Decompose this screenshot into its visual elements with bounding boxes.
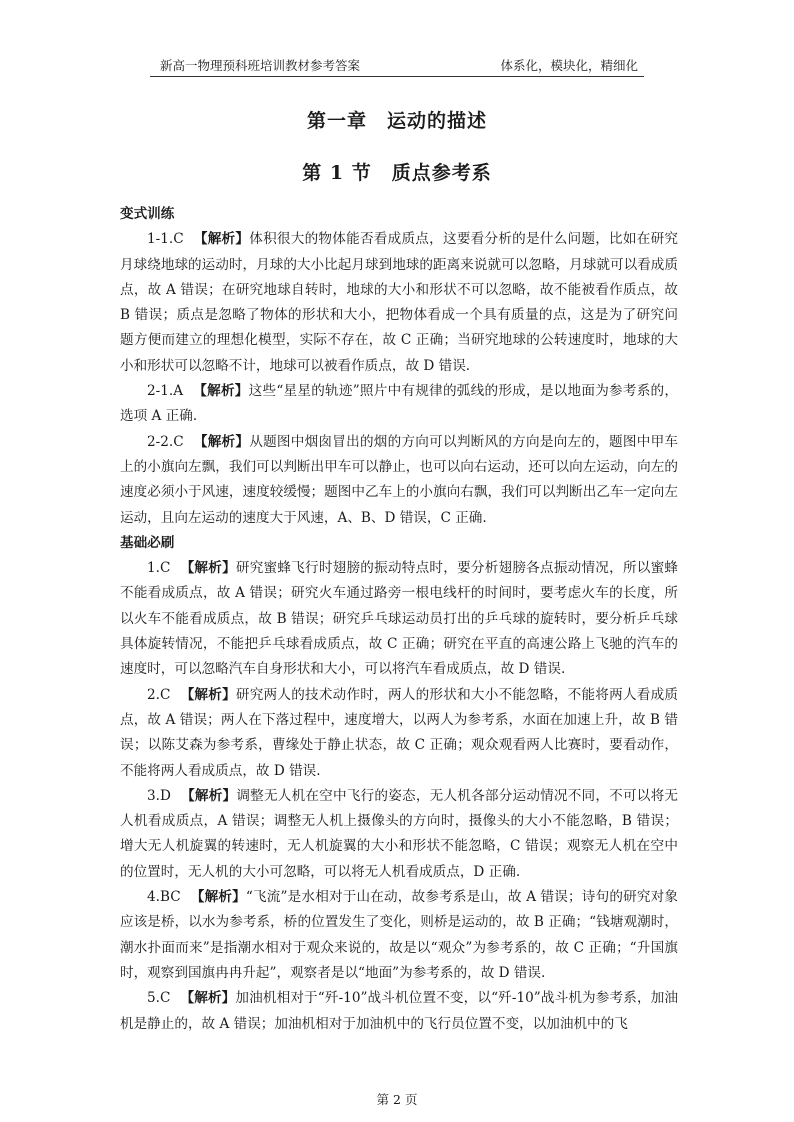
analysis-tag: 【解析】 xyxy=(180,686,236,703)
answer-number: 1.C xyxy=(147,560,171,577)
analysis-tag: 【解析】 xyxy=(193,231,250,248)
answer-number: 2-2.C xyxy=(147,433,184,450)
section-title: 第 1 节 质点参考系 xyxy=(302,162,492,184)
answer-text: 研究两人的技术动作时，两人的形状和大小不能忽略，不能将两人看成质点，故 A 错误；两人在下落过程中，速度增大，以两人为参考系，水面在加速上升，故 B 错误；以陈艾森为参考系，曹缘处于静止状态，故 C 正确；观众观看两人比赛时，要看动作，不能将两人看成质点，故 D 错误. xyxy=(120,686,679,779)
header-left-title: 新高一物理预科班培训教材参考答案 xyxy=(160,58,361,73)
answer-item xyxy=(120,227,678,379)
group-heading: 基础必刷 xyxy=(120,534,175,551)
answer-item xyxy=(120,430,678,531)
chapter-title: 第一章 运动的描述 xyxy=(306,110,487,132)
answer-item xyxy=(120,986,678,1037)
answer-number: 1-1.C xyxy=(147,231,184,248)
header-right-slogan: 体系化，模块化，精细化 xyxy=(500,58,638,73)
answer-item xyxy=(120,556,678,682)
answer-item xyxy=(120,784,678,885)
page-header xyxy=(150,54,644,77)
group-heading: 变式训练 xyxy=(120,206,175,222)
analysis-tag: 【解析】 xyxy=(180,787,237,804)
answer-number: 2.C xyxy=(147,686,171,703)
answer-item xyxy=(120,683,678,784)
answer-item xyxy=(120,885,678,986)
analysis-tag: 【解析】 xyxy=(193,433,250,450)
analysis-tag: 【解析】 xyxy=(193,383,249,400)
answer-text: 这些“星星的轨迹”照片中有规律的弧线的形成，是以地面为参考系的，选项 A 正确. xyxy=(120,383,678,425)
analysis-tag: 【解析】 xyxy=(190,889,246,906)
analysis-tag: 【解析】 xyxy=(180,560,236,577)
answer-number: 2-1.A xyxy=(147,383,184,400)
page-number: 第 2 页 xyxy=(376,1092,418,1107)
answer-item xyxy=(120,379,678,430)
answer-text: 从题图中烟囱冒出的烟的方向可以判断风的方向是向左的，题图中甲车上的小旗向左飘，我们可以判断出甲车可以静止，也可以向右运动，还可以向左运动，向左的速度必须小于风速，速度较缓慢；题图中乙车上的小旗向右飘，我们可以判断出乙车一定向左运动，且向左运动的速度大于风速，A、B、D 错误，C 正确. xyxy=(120,433,679,526)
answer-text: 加油机相对于“歼-10”战斗机位置不变，以“歼-10”战斗机为参考系，加油机是静止的，故 A 错误；加油机相对于加油机中的飞行员位置不变，以加油机中的飞 xyxy=(120,990,679,1032)
answer-number: 4.BC xyxy=(147,889,181,906)
answer-number: 3.D xyxy=(147,787,171,804)
answer-body xyxy=(120,202,678,1037)
answer-text: 体积很大的物体能否看成质点，这要看分析的是什么问题，比如在研究月球绕地球的运动时，月球的大小比起月球到地球的距离来说就可以忽略，月球就可以看成质点，故 A 错误；在研究地球自转时，地球的大小和形状不可以忽略，故不能被看作质点，故 B 错误；质点是忽略了物体的形状和大小，把物体看成一个具有质量的点，这是为了研究问题方便而建立的理想化模型，实际不存在，故 C 正确；当研究地球的公转速度时，地球的大小和形状可以忽略不计，地球可以被看作质点，故 D 错误. xyxy=(120,231,679,374)
answer-text: 研究蜜蜂飞行时翅膀的振动特点时，要分析翅膀各点振动情况，所以蜜蜂不能看成质点，故 A 错误；研究火车通过路旁一根电线杆的时间时，要考虑火车的长度，所以火车不能看成质点，故 B 错误；研究乒乓球运动员打出的乒乓球的旋转时，要分析乒乓球具体旋转情况，不能把乒乓球看成质点，故 C 正确；研究在平直的高速公路上飞驰的汽车的速度时，可以忽略汽车自身形状和大小，可以将汽车看成质点，故 D 错误. xyxy=(120,560,679,678)
answer-text: “飞流”是水相对于山在动，故参考系是山，故 A 错误；诗句的研究对象应该是桥，以水为参考系，桥的位置发生了变化，则桥是运动的，故 B 正确；“钱塘观潮时，潮水扑面而来”是指潮水相对于观众来说的，故是以“观众”为参考系的，故 C 正确；“升国旗时，观察到国旗冉冉升起”，观察者是以“地面”为参考系的，故 D 错误. xyxy=(120,889,679,981)
answer-number: 5.C xyxy=(147,990,171,1007)
analysis-tag: 【解析】 xyxy=(180,990,236,1007)
answer-text: 调整无人机在空中飞行的姿态，无人机各部分运动情况不同，不可以将无人机看成质点，A 错误；调整无人机上摄像头的方向时，摄像头的大小不能忽略，B 错误；增大无人机旋翼的转速时，无人机旋翼的大小和形状不能忽略，C 错误；观察无人机在空中的位置时，无人机的大小可忽略，可以将无人机看成质点，D 正确. xyxy=(120,787,678,880)
